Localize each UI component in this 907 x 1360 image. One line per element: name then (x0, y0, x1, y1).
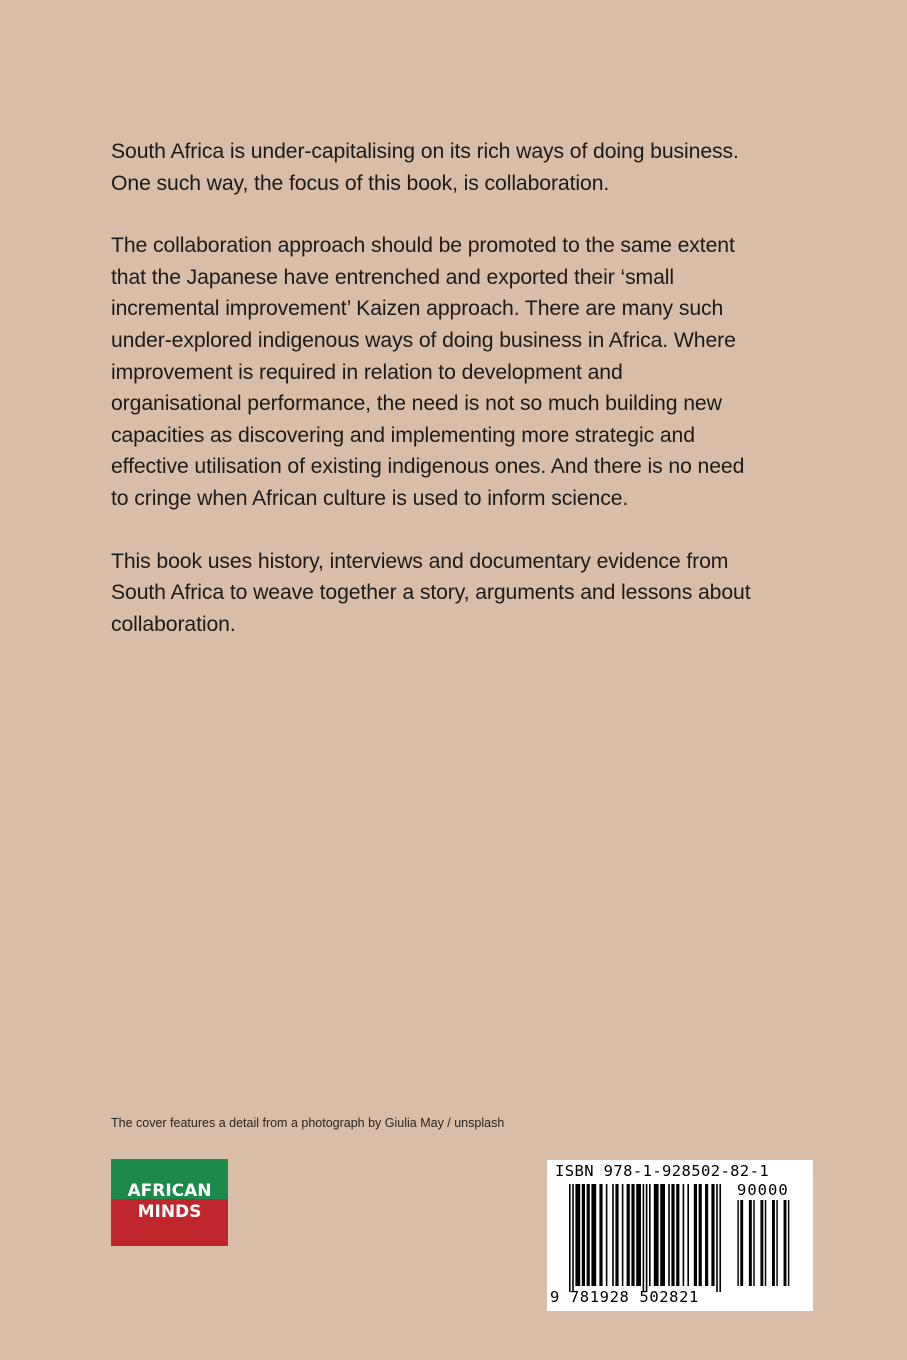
addon-bar (776, 1200, 777, 1286)
addon-bar (765, 1200, 766, 1286)
addon-bar (772, 1200, 775, 1286)
barcode-guard-bar (719, 1184, 721, 1292)
isbn-label: ISBN 978-1-928502-82-1 (555, 1162, 770, 1180)
addon-bar (740, 1200, 743, 1286)
barcode-bar (636, 1184, 641, 1286)
addon-bar (788, 1200, 789, 1286)
addon-bar (760, 1200, 763, 1286)
ean-digits: 9 781928 502821 (550, 1288, 699, 1306)
barcode-bar (622, 1184, 624, 1286)
barcode-guard-bar (643, 1184, 645, 1292)
blurb-paragraph-3: This book uses history, interviews and documentary evidence from South Africa to weave together a story, arguments and lessons about collaboration. (111, 549, 751, 636)
barcode-guard-bar (569, 1184, 571, 1292)
barcode-bar (711, 1184, 714, 1286)
barcode-bar (649, 1184, 651, 1286)
addon-bar (737, 1200, 738, 1286)
addon-bar (784, 1200, 787, 1286)
barcode-bar (582, 1184, 585, 1286)
back-cover-blurb (111, 136, 751, 671)
barcode-guard-bar (572, 1184, 574, 1292)
publisher-logo (111, 1159, 228, 1246)
logo-red-band (111, 1220, 228, 1246)
logo-line-2: MINDS (137, 1202, 202, 1222)
barcode-bar (587, 1184, 590, 1286)
logo-line-1: AFRICAN (127, 1181, 212, 1201)
logo-green-band (111, 1159, 228, 1178)
barcode-bar (654, 1184, 659, 1286)
isbn-barcode (547, 1160, 813, 1311)
barcode-bar (683, 1184, 685, 1286)
barcode-bar (687, 1184, 689, 1286)
addon-bar (749, 1200, 752, 1286)
barcode-bar (705, 1184, 708, 1286)
barcode-guard-bar (646, 1184, 648, 1292)
barcode-guard-bar (716, 1184, 718, 1292)
barcode-bar (599, 1184, 602, 1286)
barcode-bar (591, 1184, 596, 1286)
blurb-paragraph-1: South Africa is under-capitalising on its rich ways of doing business. One such way, the focus of this book, is collaboration. (111, 140, 739, 195)
blurb-paragraph-2: The collaboration approach should be promoted to the same extent that the Japanese have entrenched and exported their ‘small incremental improvement’ Kaizen approach. There are many such under-explored indigenous ways of doing business in Africa. Where improvement is required in relation to development and organisational performance, the need is not so much building new capacities as discovering and implementing more strategic and effective utilisation of existing indigenous ones. And there is no need to cringe when African culture is used to inform science. (111, 234, 745, 510)
barcode-bar (627, 1184, 630, 1286)
barcode-bar (575, 1184, 580, 1286)
barcode-bar (631, 1184, 634, 1286)
barcode-bar (671, 1184, 674, 1286)
logo-text (111, 1181, 228, 1223)
barcode-bar (606, 1184, 608, 1286)
barcode-bar (612, 1184, 614, 1286)
barcode-bar (676, 1184, 679, 1286)
addon-bar (753, 1200, 754, 1286)
barcode-bar (699, 1184, 702, 1286)
barcode-bar (660, 1184, 665, 1286)
barcode-bar (694, 1184, 697, 1286)
barcode-bar (668, 1184, 670, 1286)
barcode-bar (615, 1184, 618, 1286)
price-code: 90000 (737, 1181, 789, 1199)
photo-credit: The cover features a detail from a photograph by Giulia May / unsplash (111, 1116, 505, 1130)
